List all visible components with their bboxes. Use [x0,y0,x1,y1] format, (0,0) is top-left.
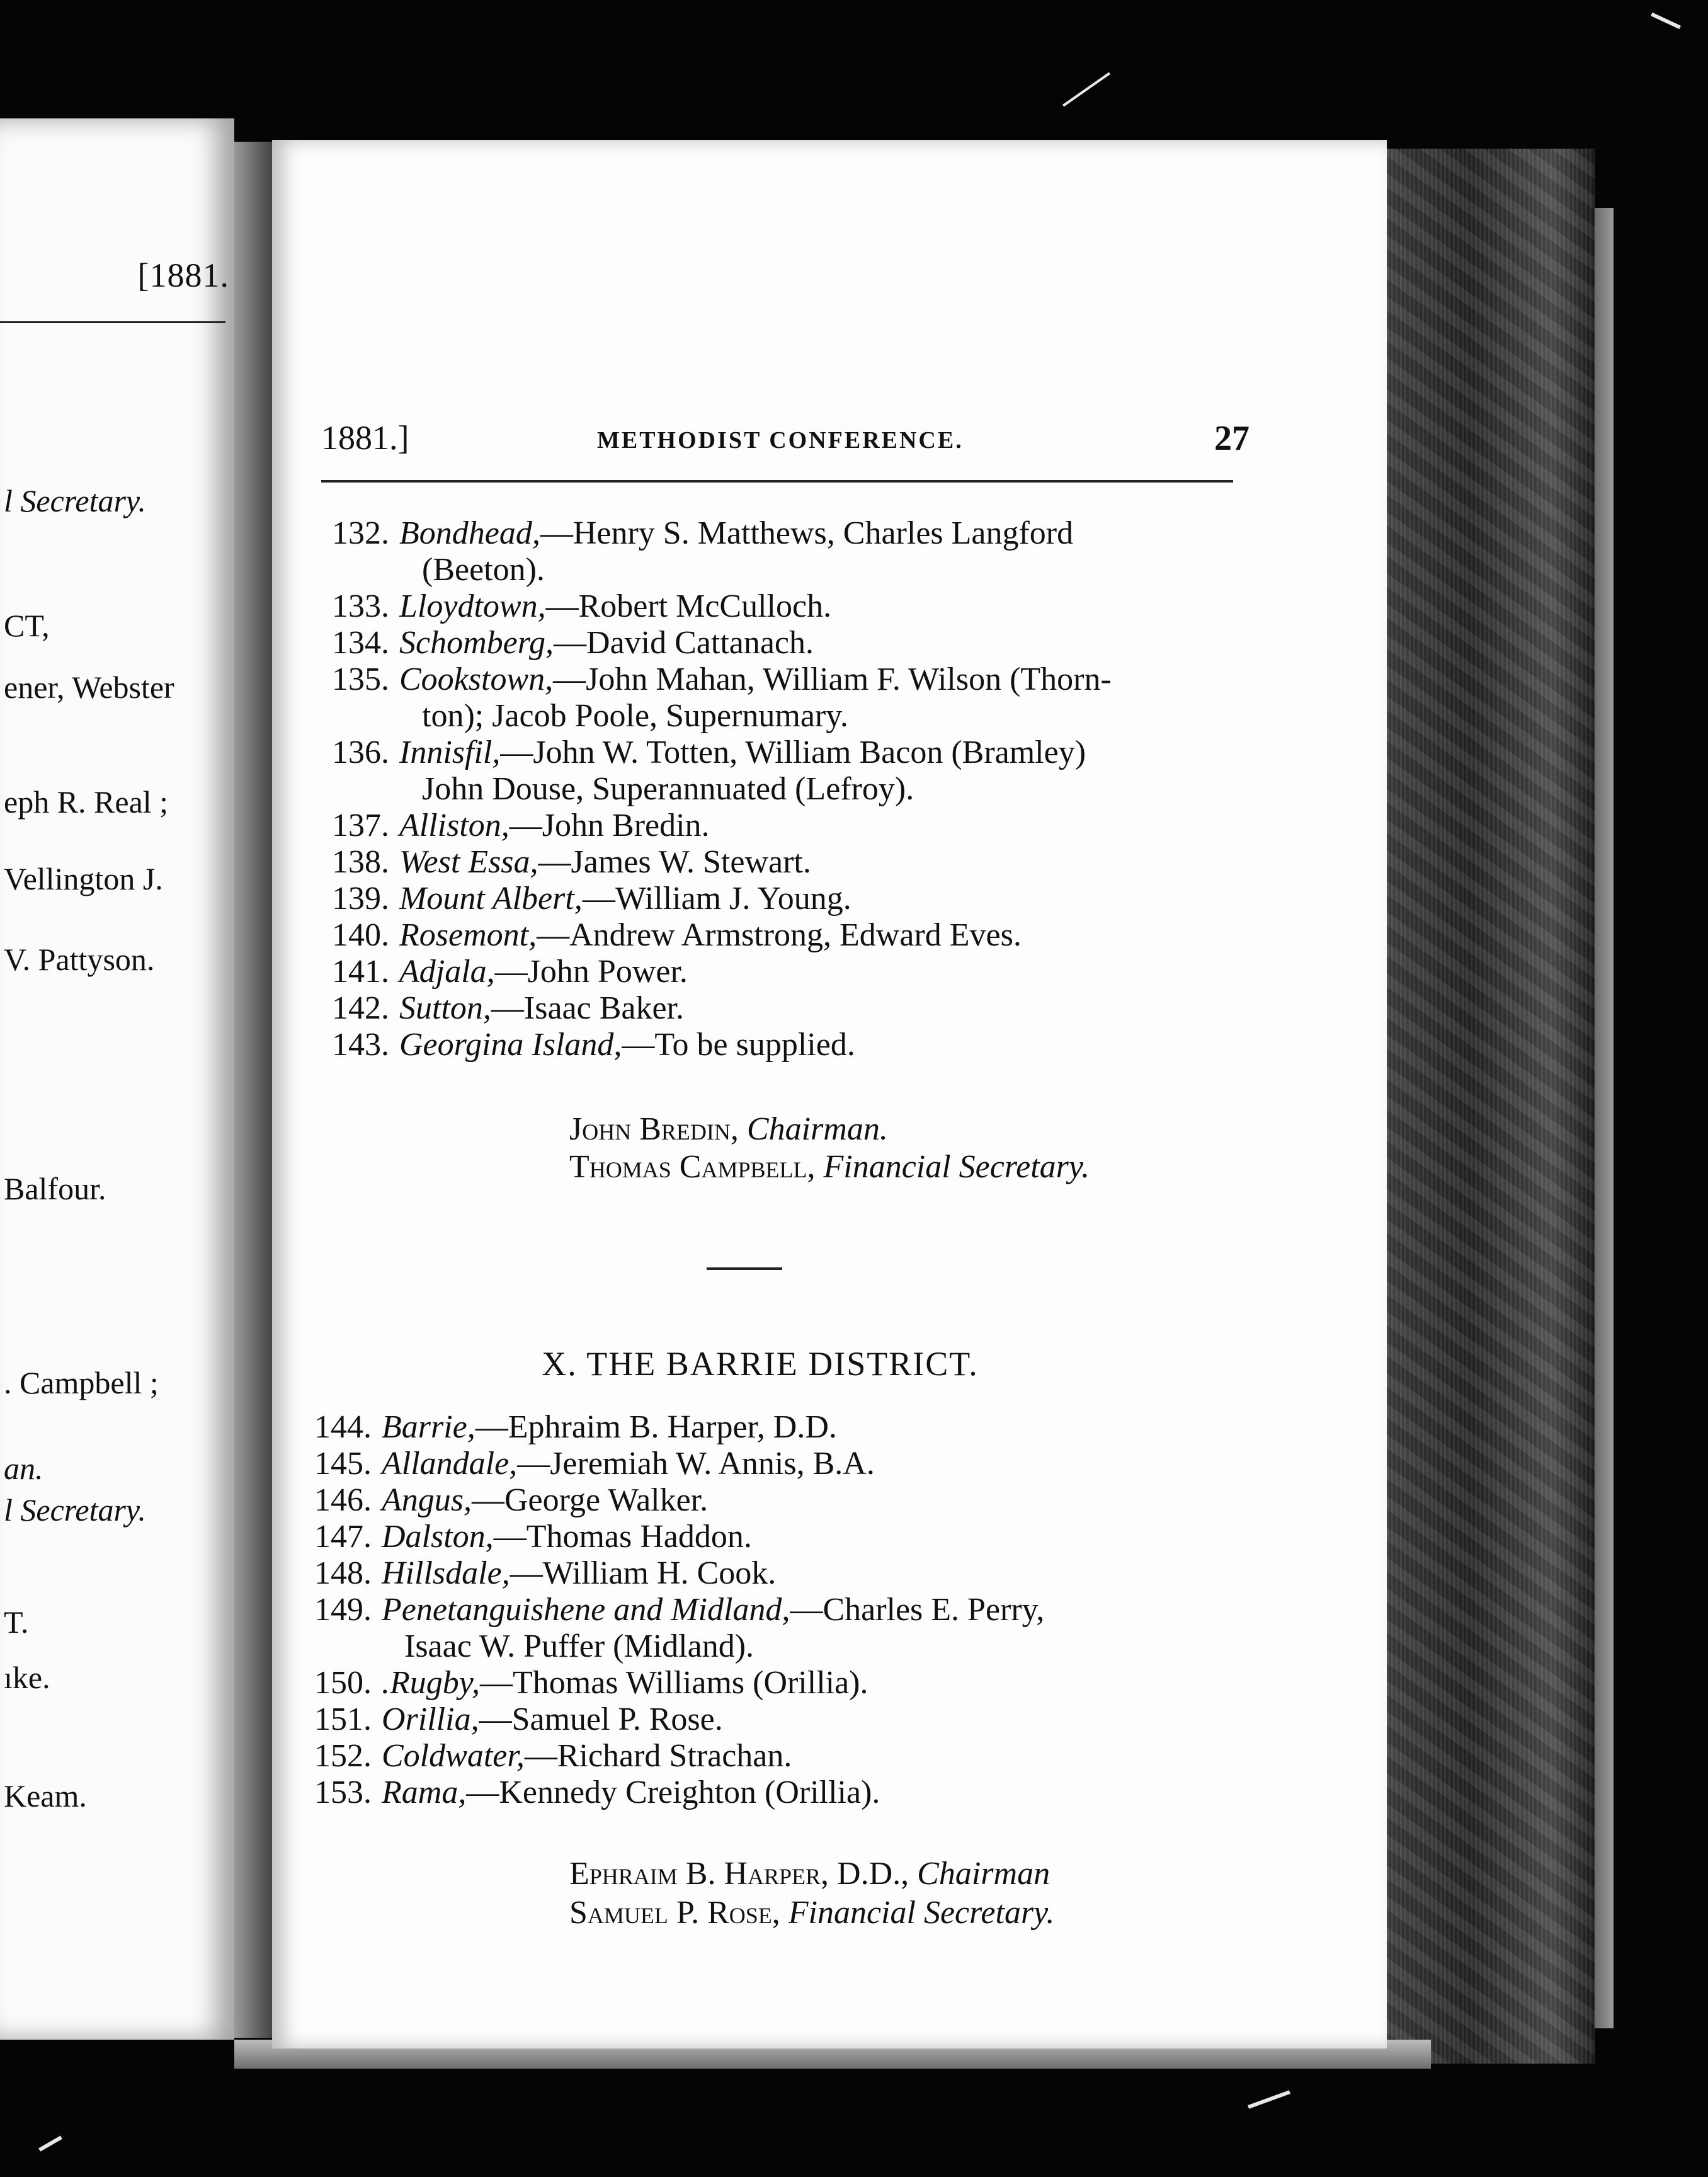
previous-page-line: Balfour. [4,1171,106,1206]
circuit-number: 147. [314,1519,372,1555]
circuit-text [399,954,1282,990]
circuit-place: Innisfil, [399,734,501,770]
circuit-ministers: —Charles E. Perry, [790,1592,1045,1628]
chairman-name: Ephraim B. Harper, D.D., [569,1856,909,1892]
circuit-text [382,1592,1271,1665]
circuit-text [382,1519,1271,1555]
circuit-entry [312,844,1282,881]
chairman-role: Chairman [917,1856,1050,1892]
circuit-entry [295,1665,1271,1701]
running-head-title: METHODIST CONFERENCE. [597,427,964,454]
circuit-place: Adjala, [399,954,495,990]
circuit-place: Penetanguishene and Midland, [382,1592,790,1628]
circuit-ministers: —William H. Cook. [510,1555,777,1591]
secretary-role: Financial Secretary. [788,1895,1055,1931]
previous-page-line: ıke. [4,1660,50,1695]
circuit-entry [295,1592,1271,1665]
circuit-text [399,808,1282,844]
circuit-entry [295,1738,1271,1774]
circuit-text [399,917,1282,954]
chairman-name: John Bredin, [569,1111,739,1147]
scan-scratch [1651,13,1681,30]
previous-page-text [0,118,234,2040]
circuit-entry [312,808,1282,844]
circuit-entry [312,625,1282,661]
first-district-secretary [569,1148,1090,1187]
circuit-number: 150. [314,1665,372,1701]
secretary-name: Samuel P. Rose, [569,1895,780,1931]
previous-page-line: eph R. Real ; [4,784,169,820]
circuit-entry [312,1027,1282,1063]
circuit-ministers: —Ephraim B. Harper, D.D. [475,1409,837,1445]
circuit-place: Rama, [382,1774,467,1810]
circuit-text [382,1555,1271,1592]
first-district-chairman [569,1110,888,1149]
circuit-place: Mount Albert, [399,881,583,917]
circuit-entry [295,1519,1271,1555]
circuit-place: Bondhead, [399,515,540,551]
circuit-number: 132. [332,515,389,551]
circuit-place: Barrie, [382,1409,475,1445]
circuit-text [382,1701,1271,1738]
scan-scratch [38,2135,62,2151]
circuit-number: 149. [314,1592,372,1628]
circuit-entry [312,990,1282,1027]
circuit-number: 135. [332,661,389,697]
circuit-place: Rosemont, [399,917,537,953]
circuit-entry [312,734,1282,808]
circuit-ministers: —Isaac Baker. [491,990,684,1026]
circuit-number: 140. [332,917,389,953]
previous-page-line: an. [4,1451,43,1486]
circuit-text [382,1482,1271,1519]
circuit-ministers: —John Bredin. [509,808,710,843]
previous-page-line: . Campbell ; [4,1365,159,1400]
circuit-entry [312,661,1282,734]
circuit-number: 148. [314,1555,372,1591]
circuit-place: Georgina Island, [399,1027,622,1063]
circuit-place: West Essa, [399,844,538,880]
circuit-number: 142. [332,990,389,1026]
circuit-entry [295,1774,1271,1811]
barrie-district-circuit-list [295,1409,1271,1811]
previous-page-line: V. Pattyson. [4,942,155,977]
circuit-entry [312,917,1282,954]
previous-page-line: Vellington J. [4,861,163,896]
scan-scratch [1062,72,1110,107]
circuit-text [399,661,1282,734]
circuit-place: Orillia, [382,1701,479,1737]
circuit-ministers: —To be supplied. [622,1027,855,1063]
header-rule [321,480,1233,483]
circuit-entry [295,1446,1271,1482]
circuit-ministers: —Samuel P. Rose. [479,1701,723,1737]
circuit-text [399,734,1282,808]
circuit-number: 136. [332,734,389,770]
previous-page-line: l Secretary. [4,483,146,518]
circuit-ministers: —David Cattanach. [554,625,814,661]
circuit-number: 139. [332,881,389,917]
circuit-place: Allandale, [382,1446,518,1482]
circuit-entry [295,1701,1271,1738]
circuit-place: Schomberg, [399,625,554,661]
circuit-number: 144. [314,1409,372,1445]
circuit-entry [312,588,1282,625]
circuit-place: Coldwater, [382,1738,525,1774]
circuit-number: 138. [332,844,389,880]
circuit-place: Cookstown, [399,661,554,697]
circuit-place: Sutton, [399,990,491,1026]
current-page [272,140,1387,2048]
circuit-ministers: —John W. Totten, William Bacon (Bramley) [500,734,1086,770]
circuit-ministers: —John Mahan, William F. Wilson (Thorn- [553,661,1112,697]
circuit-entry [312,881,1282,917]
circuit-text [399,881,1282,917]
circuit-number: 153. [314,1774,372,1810]
circuit-number: 137. [332,808,389,843]
circuit-continuation: John Douse, Superannuated (Lefroy). [422,771,914,807]
circuit-continuation: ton); Jacob Poole, Supernumary. [422,698,848,734]
circuit-number: 143. [332,1027,389,1063]
book-cover-edge [1595,208,1614,2028]
circuit-text [399,515,1282,588]
circuit-number: 134. [332,625,389,661]
circuit-text [399,844,1282,881]
circuit-number: 141. [332,954,389,990]
page-number: 27 [1214,419,1250,458]
book-page-edges [1387,149,1595,2064]
circuit-ministers: —Kennedy Creighton (Orillia). [466,1774,880,1810]
circuit-number: 145. [314,1446,372,1482]
circuit-continuation: (Beeton). [422,552,545,588]
previous-page [0,118,234,2040]
circuit-number: 151. [314,1701,372,1737]
circuit-continuation: Isaac W. Puffer (Midland). [404,1628,754,1664]
section-divider [707,1267,782,1270]
circuit-entry [295,1555,1271,1592]
circuit-place: Lloydtown, [399,588,546,624]
barrie-district-chairman [569,1854,1050,1894]
circuit-ministers: —William J. Young. [582,881,851,917]
previous-page-header: [1881. [137,256,229,294]
scan-scratch [1248,2090,1290,2109]
circuit-entry [295,1409,1271,1446]
running-head-year: 1881.] [321,419,409,457]
circuit-ministers: —Jeremiah W. Annis, B.A. [517,1446,875,1482]
circuit-number: 146. [314,1482,372,1518]
circuit-ministers: —George Walker. [472,1482,709,1518]
circuit-text [399,625,1282,661]
circuit-place: Hillsdale, [382,1555,510,1591]
circuit-ministers: —Thomas Haddon. [493,1519,752,1555]
circuit-entry [312,954,1282,990]
circuit-ministers: —John Power. [494,954,688,990]
first-district-circuit-list [312,515,1282,1063]
circuit-text [382,1446,1271,1482]
previous-page-line: l Secretary. [4,1492,146,1528]
barrie-district-secretary [569,1894,1054,1933]
circuit-place: Dalston, [382,1519,494,1555]
secretary-name: Thomas Campbell, [569,1149,816,1185]
circuit-place: Alliston, [399,808,510,843]
district-heading: X. THE BARRIE DISTRICT. [542,1345,979,1383]
circuit-text [399,990,1282,1027]
previous-page-line: T. [4,1604,29,1640]
circuit-place: Angus, [382,1482,472,1518]
circuit-ministers: —Richard Strachan. [524,1738,792,1774]
circuit-ministers: —James W. Stewart. [538,844,811,880]
circuit-ministers: —Thomas Williams (Orillia). [479,1665,868,1701]
circuit-text [382,1665,1271,1701]
previous-page-line: CT, [4,608,50,643]
circuit-text [382,1738,1271,1774]
circuit-text [399,1027,1282,1063]
circuit-text [399,588,1282,625]
circuit-ministers: —Andrew Armstrong, Edward Eves. [537,917,1022,953]
circuit-entry [295,1482,1271,1519]
previous-page-line: Keam. [4,1778,87,1814]
circuit-text [382,1774,1271,1811]
circuit-text [382,1409,1271,1446]
circuit-number: 133. [332,588,389,624]
circuit-ministers: —Henry S. Matthews, Charles Langford [540,515,1074,551]
secretary-role: Financial Secretary. [823,1149,1090,1185]
chairman-role: Chairman. [746,1111,888,1147]
previous-page-line: ener, Webster [4,670,174,705]
circuit-ministers: —Robert McCulloch. [545,588,832,624]
circuit-number: 152. [314,1738,372,1774]
circuit-entry [312,515,1282,588]
circuit-place: .Rugby, [382,1665,480,1701]
